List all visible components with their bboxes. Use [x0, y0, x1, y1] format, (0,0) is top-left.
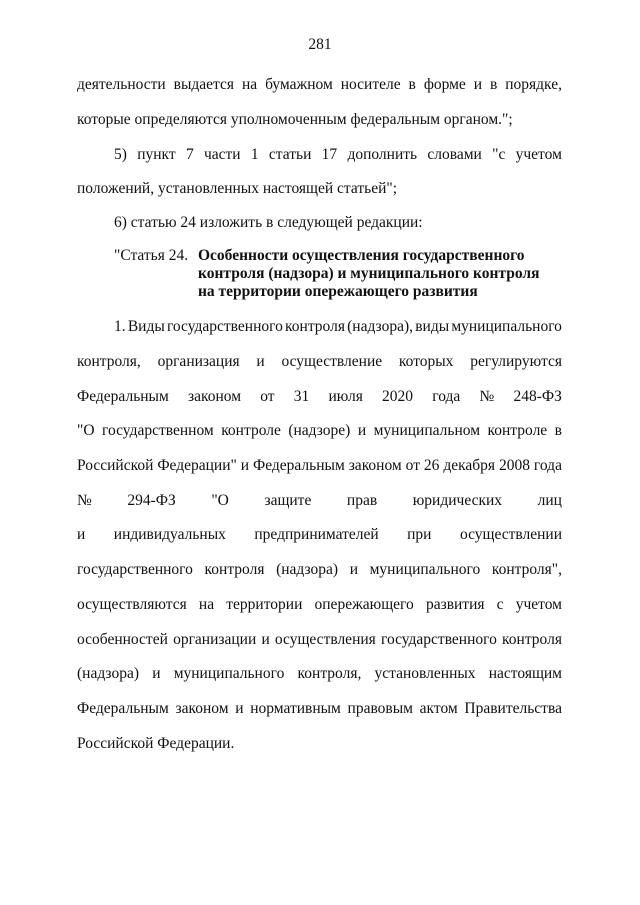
word: законом	[175, 700, 229, 717]
text-line	[77, 456, 562, 476]
word: дополнить	[347, 146, 418, 163]
word: деятельности	[77, 76, 166, 93]
word: муниципального	[173, 665, 285, 682]
text-line	[77, 421, 562, 441]
word: муниципального	[451, 318, 562, 335]
page-number: 281	[308, 36, 332, 53]
word: виды	[415, 318, 450, 335]
word: декабря	[443, 457, 496, 474]
word: 31	[293, 388, 310, 405]
word: юридических	[412, 492, 503, 509]
word: статьи	[268, 146, 312, 163]
word: защите	[264, 492, 312, 509]
word: осуществление	[281, 353, 383, 370]
text-line: положений, установленных настоящей статьей";	[77, 180, 397, 197]
word: 17	[321, 146, 338, 163]
word: законом	[187, 388, 242, 405]
word: контроля,	[297, 665, 362, 682]
word: и	[235, 700, 244, 717]
word: (надзора)	[276, 561, 339, 578]
word: (надзора)	[77, 665, 139, 682]
text-line	[114, 145, 562, 165]
article-title-line: на территории опережающего развития	[198, 283, 478, 300]
word: лиц	[537, 492, 562, 509]
word: июля	[328, 388, 363, 405]
word: и	[349, 561, 358, 578]
word: в	[554, 422, 562, 439]
word: и	[77, 526, 86, 543]
word: регулируются	[470, 353, 562, 370]
word: 7	[185, 146, 194, 163]
text-line	[77, 560, 562, 580]
word: 26	[423, 457, 440, 474]
word: Виды	[127, 318, 165, 335]
word: на	[241, 76, 258, 93]
word: Федеральным	[77, 388, 169, 405]
word: словами	[427, 146, 482, 163]
word: организации	[173, 631, 257, 648]
word: осуществляются	[77, 596, 187, 613]
word: и	[152, 665, 161, 682]
word: и	[240, 457, 250, 474]
word: индивидуальных	[113, 526, 226, 543]
word: нормативным	[250, 700, 341, 717]
word: от	[260, 388, 275, 405]
text-line	[114, 317, 562, 337]
word: 1	[250, 146, 259, 163]
word: (надзоре)	[288, 422, 351, 439]
text-line	[77, 525, 562, 545]
word: от	[405, 457, 420, 474]
word: носителе	[340, 76, 401, 93]
word: "О	[211, 492, 229, 509]
word: контроля	[285, 318, 345, 335]
word: государственного	[77, 561, 193, 578]
word: Федеральным	[77, 700, 169, 717]
word: года	[432, 388, 461, 405]
word: правовым	[347, 700, 413, 717]
word: при	[407, 526, 432, 543]
word: контроля	[502, 631, 562, 648]
word: форме	[423, 76, 466, 93]
word: законом	[348, 457, 402, 474]
word: в	[489, 76, 498, 93]
word: муниципальном	[373, 422, 481, 439]
article-title	[198, 247, 558, 301]
word: и	[256, 353, 265, 370]
word: "с	[492, 146, 506, 163]
word: государственном	[102, 422, 214, 439]
word: предпринимателей	[254, 526, 379, 543]
word: актом	[419, 700, 458, 717]
word: развития	[425, 596, 485, 613]
word: особенностей	[77, 631, 168, 648]
word: в	[408, 76, 416, 93]
article-label: "Статья 24.	[114, 247, 189, 264]
word: Правительства	[464, 700, 562, 717]
word: осуществления	[274, 631, 376, 648]
word: №	[77, 492, 92, 509]
text-line	[77, 595, 562, 615]
word: и	[357, 422, 367, 439]
word: контроля",	[491, 561, 562, 578]
word: 1.	[114, 318, 126, 335]
word: выдается	[173, 76, 235, 93]
word: и	[473, 76, 483, 93]
word: контроле	[221, 422, 281, 439]
word: "О	[77, 422, 95, 439]
text-line	[77, 387, 562, 407]
word: части	[203, 146, 241, 163]
word: с	[496, 596, 504, 613]
article-title-line: контроля (надзора) и муниципального контроля	[198, 265, 540, 282]
word: прав	[346, 492, 378, 509]
word: контроля	[204, 561, 265, 578]
word: опережающего	[314, 596, 414, 613]
word: 2020	[382, 388, 414, 405]
word: осуществлении	[459, 526, 562, 543]
word: №	[479, 388, 495, 405]
word: Федеральным	[252, 457, 345, 474]
word: года	[533, 457, 562, 474]
word: Российской	[77, 457, 154, 474]
word: контроле	[487, 422, 548, 439]
text-line: которые определяются уполномоченным федеральным органом.";	[77, 111, 513, 128]
word: 5)	[114, 146, 127, 163]
word: и	[261, 631, 270, 648]
text-line	[77, 699, 562, 719]
word: Федерации"	[157, 457, 237, 474]
word: настоящим	[488, 665, 562, 682]
article-title-line: Особенности осуществления государственного	[198, 247, 525, 264]
word: муниципального	[369, 561, 481, 578]
text-line	[77, 491, 562, 511]
word: порядке,	[505, 76, 562, 93]
word: установленных	[374, 665, 476, 682]
text-line: 6) статью 24 изложить в следующей редакции:	[114, 214, 423, 231]
word: организация	[157, 353, 240, 370]
word: 294-ФЗ	[127, 492, 176, 509]
word: 2008	[498, 457, 530, 474]
text-line	[77, 352, 562, 372]
text-line	[77, 630, 562, 650]
word: которых	[398, 353, 454, 370]
word: бумажном	[265, 76, 333, 93]
word: на	[198, 596, 215, 613]
word: государственного	[380, 631, 497, 648]
word: государственного	[166, 318, 283, 335]
text-line	[77, 75, 562, 95]
text-line: Российской Федерации.	[77, 735, 235, 752]
word: пункт	[137, 146, 176, 163]
word: территории	[226, 596, 303, 613]
word: (надзора),	[347, 318, 414, 335]
word: учетом	[515, 146, 562, 163]
word: 248-ФЗ	[513, 388, 562, 405]
text-line	[77, 664, 562, 684]
word: учетом	[515, 596, 562, 613]
word: контроля,	[77, 353, 141, 370]
